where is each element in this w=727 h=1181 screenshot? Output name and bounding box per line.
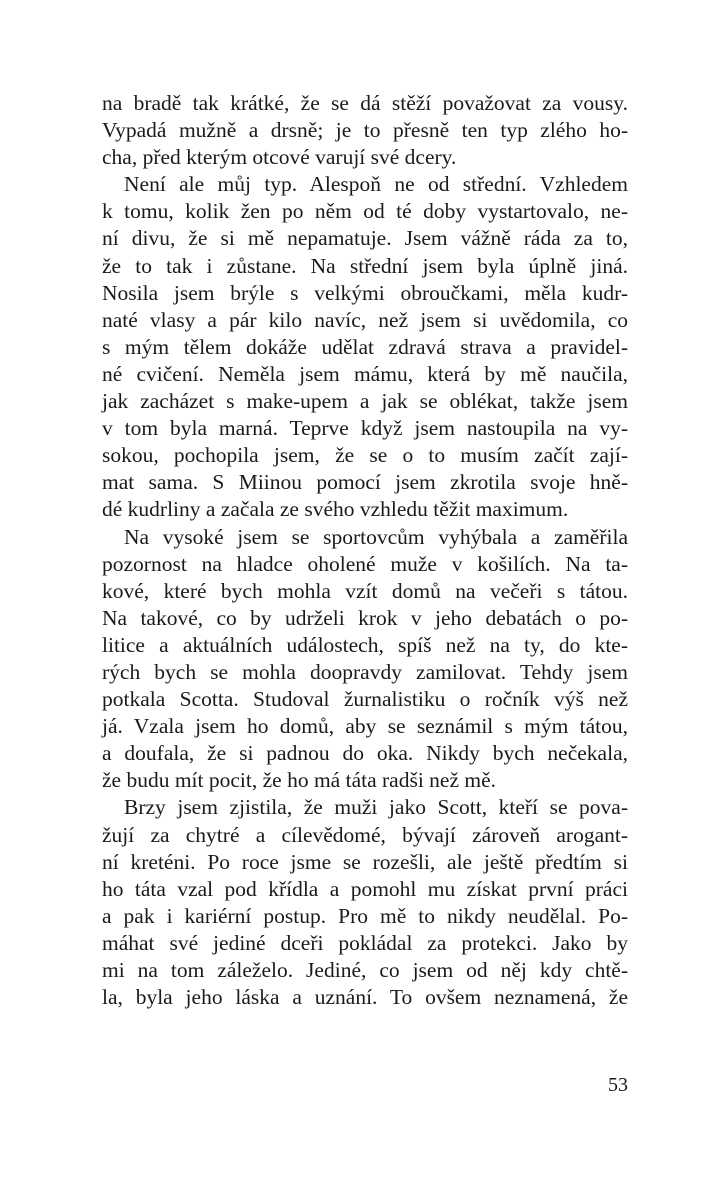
- text-line: máhat své jediné dceři pokládal za protekci. Jako by: [102, 930, 628, 955]
- text-line: Brzy jsem zjistila, že muži jako Scott, kteří se pova-: [124, 795, 628, 820]
- text-line: ní divu, že si mě nepamatuje. Jsem vážně ráda za to,: [102, 226, 628, 251]
- text-line: potkala Scotta. Studoval žurnalistiku o ročník výš než: [102, 687, 628, 712]
- text-line: v tom byla marná. Teprve když jsem nastoupila na vy-: [102, 416, 628, 441]
- text-line: naté vlasy a pár kilo navíc, než jsem si uvědomila, co: [102, 307, 628, 332]
- body-text: [102, 90, 628, 1011]
- text-line: že budu mít pocit, že ho má táta radši než mě.: [102, 768, 497, 793]
- text-line: mi na tom záleželo. Jediné, co jsem od něj kdy chtě-: [102, 958, 628, 982]
- text-line: cha, před kterým otcové varují své dcery.: [102, 145, 457, 170]
- text-line: jak zacházet s make-upem a jak se oblékat, takže jsem: [102, 389, 628, 414]
- text-line: la, byla jeho láska a uznání. To ovšem neznamená, že: [102, 985, 628, 1010]
- text-line: žují za chytré a cílevědomé, bývají zároveň arogant-: [102, 822, 628, 847]
- text-line: já. Vzala jsem ho domů, aby se seznámil s mým tátou,: [102, 714, 628, 739]
- text-line: sokou, pochopila jsem, že se o to musím začít zají-: [102, 443, 628, 468]
- text-line: na bradě tak krátké, že se dá stěží považovat za vousy.: [102, 91, 628, 115]
- text-line: s mým tělem dokáže udělat zdravá strava a pravidel-: [102, 334, 628, 359]
- text-line: Na takové, co by udrželi krok v jeho debatách o po-: [102, 605, 628, 630]
- text-line: Vypadá mužně a drsně; je to přesně ten typ zlého ho-: [102, 118, 628, 143]
- text-line: litice a aktuálních událostech, spíš než na ty, do kte-: [102, 632, 628, 657]
- text-line: rých bych se mohla doopravdy zamilovat. Tehdy jsem: [102, 659, 628, 684]
- text-line: né cvičení. Neměla jsem mámu, která by mě naučila,: [102, 361, 628, 386]
- text-line: ho táta vzal pod křídla a pomohl mu získat první práci: [102, 876, 628, 901]
- text-line: dé kudrliny a začala ze svého vzhledu těžit maximum.: [102, 497, 569, 522]
- text-line: Není ale můj typ. Alespoň ne od střední. Vzhledem: [124, 172, 628, 197]
- text-line: že to tak i zůstane. Na střední jsem byla úplně jiná.: [102, 253, 628, 278]
- text-line: a doufala, že si padnou do oka. Nikdy bych nečekala,: [102, 741, 628, 766]
- page-number: 53: [608, 1074, 628, 1096]
- text-line: ní kreténi. Po roce jsme se rozešli, ale ještě předtím si: [102, 849, 628, 874]
- text-line: k tomu, kolik žen po něm od té doby vystartovalo, ne-: [102, 199, 628, 224]
- text-line: a pak i kariérní postup. Pro mě to nikdy neudělal. Po-: [102, 903, 628, 928]
- text-line: kové, které bych mohla vzít domů na večeři s tátou.: [102, 578, 628, 603]
- text-line: Na vysoké jsem se sportovcům vyhýbala a zaměřila: [124, 524, 628, 549]
- text-line: mat sama. S Miinou pomocí jsem zkrotila svoje hně-: [102, 470, 628, 495]
- text-line: pozornost na hladce oholené muže v košilích. Na ta-: [102, 551, 628, 576]
- text-line: Nosila jsem brýle s velkými obroučkami, měla kudr-: [102, 280, 628, 305]
